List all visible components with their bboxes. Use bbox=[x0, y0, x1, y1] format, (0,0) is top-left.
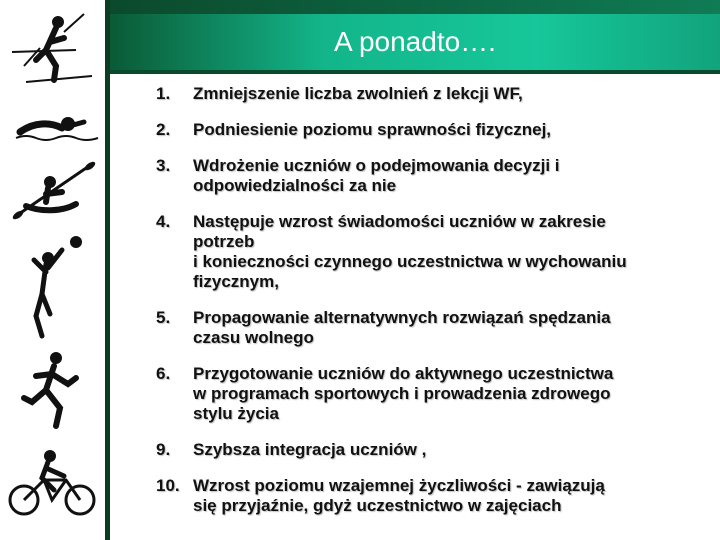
list-item-number: 10. bbox=[156, 476, 180, 495]
list-item-number: 2. bbox=[156, 120, 171, 139]
list-item-text: Przygotowanie uczniów do aktywnego uczestnictwa w programach sportowych i prowadzenia zdrowego stylu życia bbox=[193, 364, 614, 423]
sidebar bbox=[0, 0, 108, 540]
list-item bbox=[156, 440, 712, 460]
list-item-text: Następuje wzrost świadomości uczniów w zakresie potrzeb i konieczności czynnego uczestnictwa w wychowaniu fizycznym, bbox=[193, 212, 627, 291]
list-item-text: Propagowanie alternatywnych rozwiązań spędzania czasu wolnego bbox=[193, 308, 611, 347]
runner-icon bbox=[6, 350, 96, 430]
volleyball-player-icon bbox=[6, 232, 96, 342]
list-item-text: Wzrost poziomu wzajemnej życzliwości - zawiązują się przyjaźnie, gdyż uczestnictwo w zajęciach bbox=[193, 476, 605, 515]
list-item-number: 5. bbox=[156, 308, 171, 327]
slide-title: A ponadto…. bbox=[334, 26, 496, 57]
list-item-number: 1. bbox=[156, 84, 171, 103]
list-item-text: Wdrożenie uczniów o podejmowania decyzji i odpowiedzialności za nie bbox=[193, 156, 560, 195]
cyclist-icon bbox=[6, 450, 102, 520]
list-item-number: 9. bbox=[156, 440, 171, 459]
swimmer-icon bbox=[6, 108, 102, 148]
list-item bbox=[156, 476, 712, 516]
list-item-text: Podniesienie poziomu sprawności fizycznej, bbox=[193, 120, 552, 139]
list-item-text: Zmniejszenie liczba zwolnień z lekcji WF, bbox=[193, 84, 523, 103]
list-item bbox=[156, 156, 712, 196]
list-item-number: 6. bbox=[156, 364, 171, 383]
list-item bbox=[156, 120, 712, 140]
title-bar-top bbox=[110, 0, 720, 14]
list-item-number: 3. bbox=[156, 156, 171, 175]
skier-icon bbox=[6, 8, 96, 88]
list-item-number: 4. bbox=[156, 212, 171, 231]
kayaker-icon bbox=[6, 160, 102, 224]
list-item bbox=[156, 212, 712, 292]
list-item-text: Szybsza integracja uczniów , bbox=[193, 440, 427, 459]
list-item bbox=[156, 308, 712, 348]
list-item bbox=[156, 364, 712, 424]
list-item bbox=[156, 84, 712, 104]
sidebar-divider bbox=[105, 0, 110, 540]
title-bar-bottom bbox=[110, 70, 720, 74]
benefits-list bbox=[156, 84, 712, 532]
